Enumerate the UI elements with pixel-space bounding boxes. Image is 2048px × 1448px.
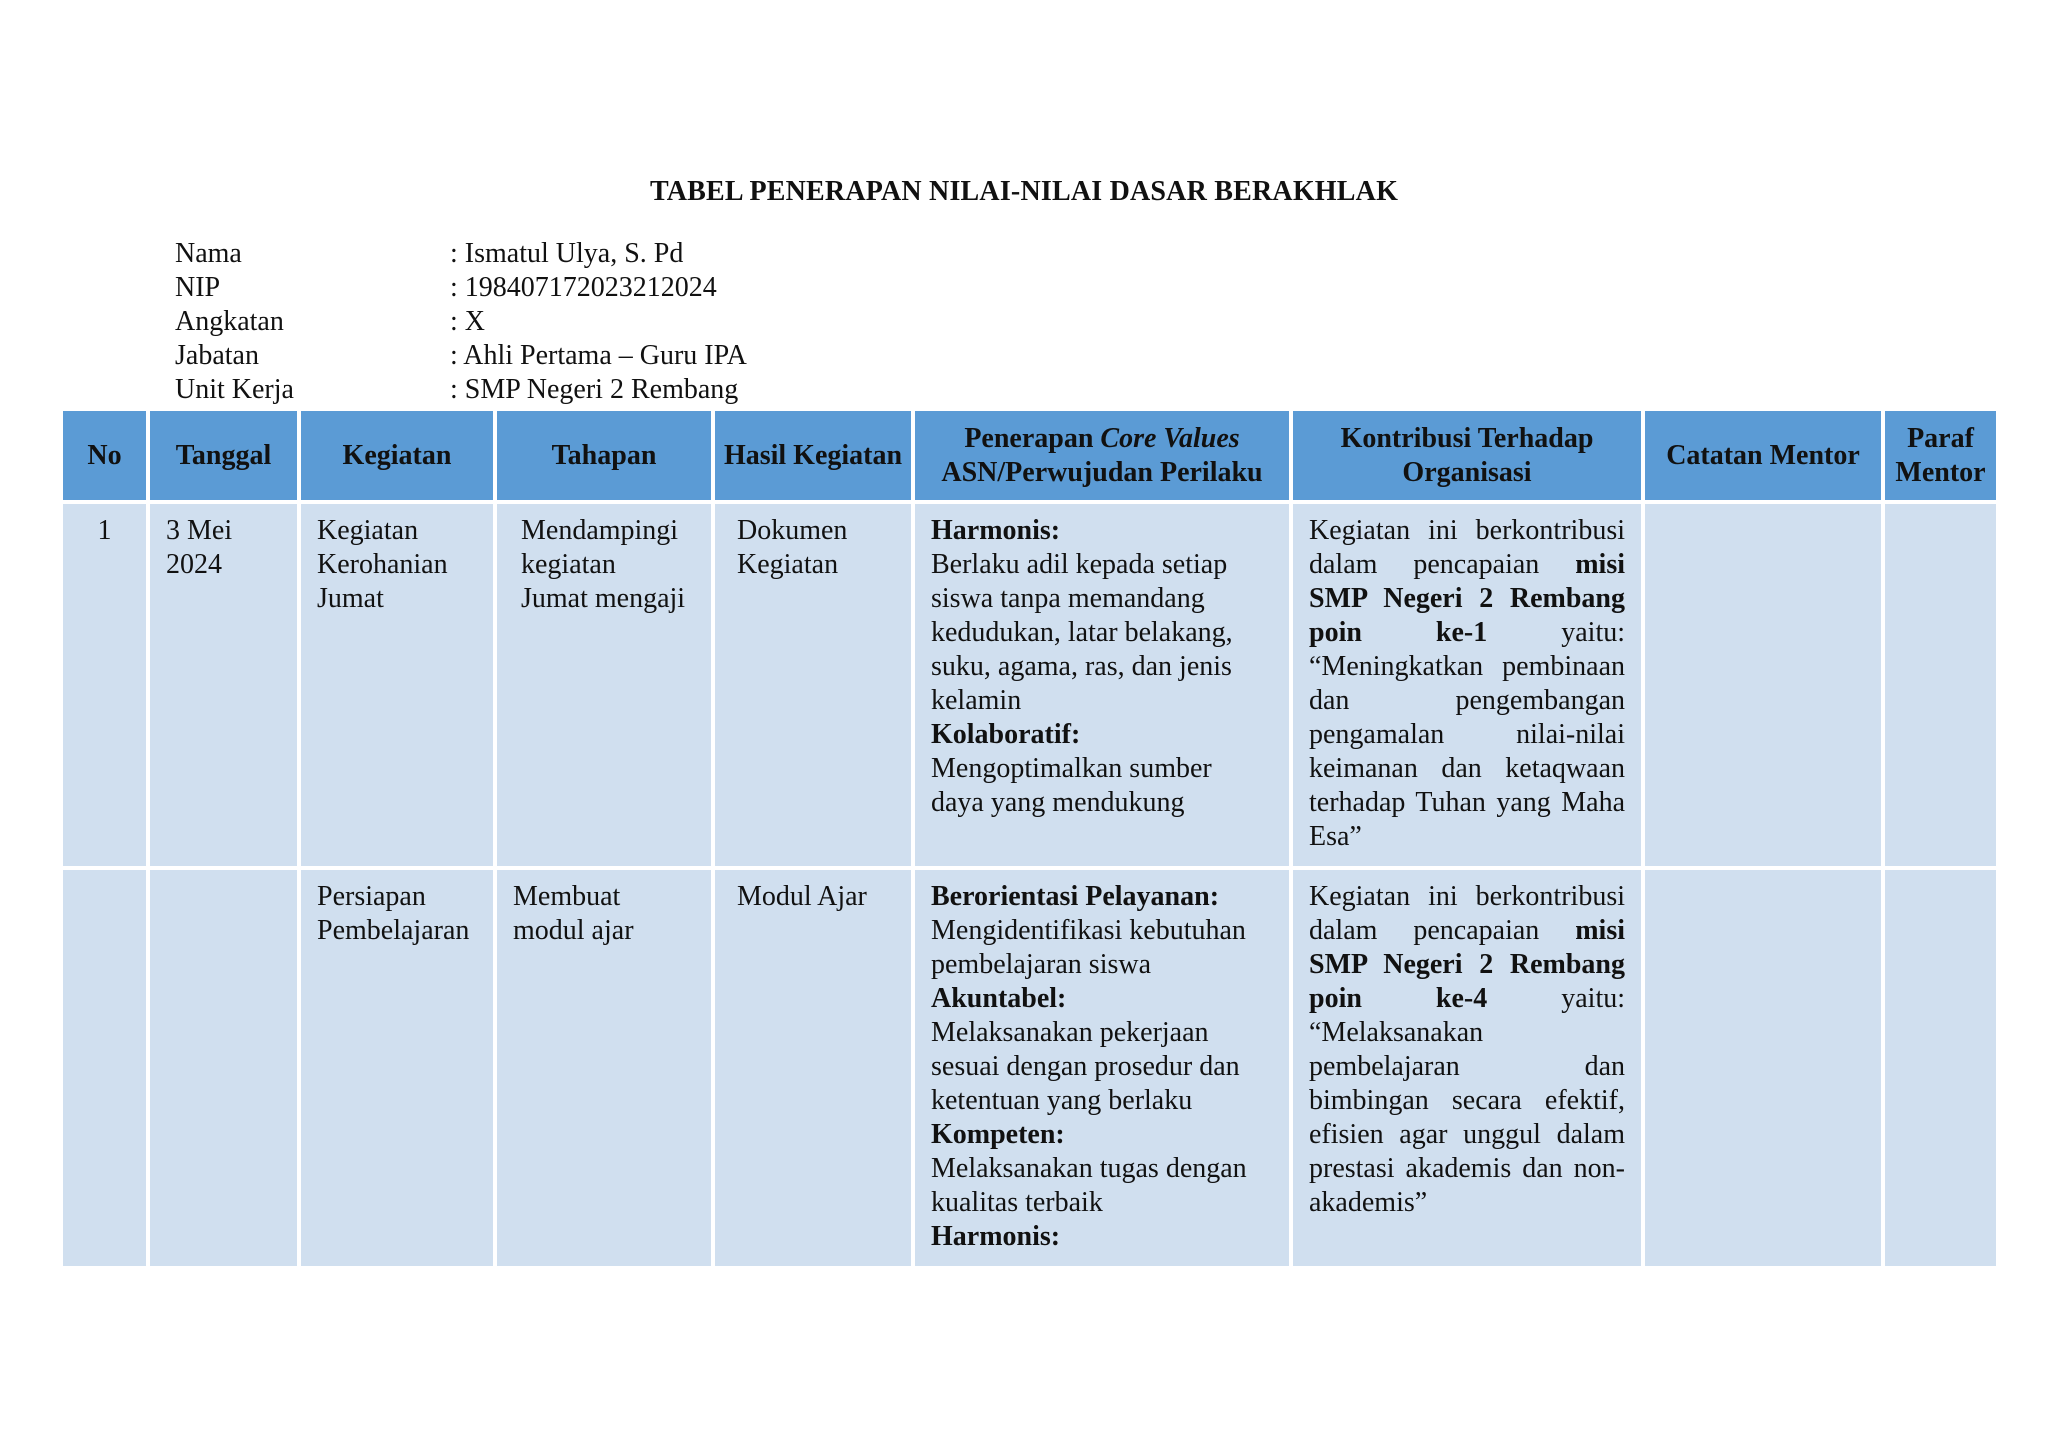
table-row	[63, 504, 1996, 866]
kontribusi-pre: Kegiatan ini berkontribusi dalam pencapaian	[1309, 515, 1625, 580]
header-kegiatan: Kegiatan	[301, 411, 493, 500]
cell-tahapan: Mendampingi kegiatan Jumat mengaji	[497, 504, 711, 866]
kontribusi-text	[1309, 880, 1625, 1220]
header-no: No	[63, 411, 146, 500]
cell-paraf-mentor	[1885, 870, 1996, 1266]
info-label: Nama	[175, 238, 242, 269]
header-penerapan-suffix: ASN/Perwujudan Perilaku	[941, 456, 1263, 488]
kontribusi-bold: misi SMP Negeri 2 Rembang poin ke-1	[1309, 549, 1625, 648]
cell-no: 1	[63, 504, 146, 866]
info-row-angkatan	[175, 305, 747, 339]
kontribusi-pre: Kegiatan ini berkontribusi dalam pencapaian	[1309, 881, 1625, 946]
value-text: Mengidentifikasi kebutuhan pembelajaran siswa	[931, 915, 1246, 980]
cell-kontribusi	[1293, 504, 1641, 866]
info-value: : Ismatul Ulya, S. Pd	[450, 238, 684, 269]
table-row	[63, 870, 1996, 1266]
value-name: Akuntabel:	[931, 983, 1067, 1014]
value-name: Kompeten:	[931, 1119, 1065, 1150]
berakhlak-table	[59, 407, 2000, 1270]
value-text: Melaksanakan pekerjaan sesuai dengan prosedur dan ketentuan yang berlaku	[931, 1017, 1240, 1116]
cell-kontribusi	[1293, 870, 1641, 1266]
header-catatan-mentor: Catatan Mentor	[1645, 411, 1881, 500]
info-row-nama	[175, 237, 747, 271]
info-value: : SMP Negeri 2 Rembang	[450, 374, 739, 405]
value-name: Kolaboratif:	[931, 719, 1081, 750]
info-label: Jabatan	[175, 340, 259, 371]
cell-catatan-mentor	[1645, 870, 1881, 1266]
header-paraf-mentor: Paraf Mentor	[1885, 411, 1996, 500]
cell-kegiatan: Persiapan Pembelajaran	[301, 870, 493, 1266]
cell-tanggal: 3 Mei 2024	[150, 504, 297, 866]
header-kontribusi: Kontribusi Terhadap Organisasi	[1293, 411, 1641, 500]
cell-hasil-kegiatan: Dokumen Kegiatan	[715, 504, 911, 866]
info-label: Unit Kerja	[175, 374, 294, 405]
header-tahapan: Tahapan	[497, 411, 711, 500]
cell-no	[63, 870, 146, 1266]
value-name: Harmonis:	[931, 515, 1061, 546]
info-value: : Ahli Pertama – Guru IPA	[450, 340, 747, 371]
cell-kegiatan: Kegiatan Kerohanian Jumat	[301, 504, 493, 866]
header-hasil-kegiatan: Hasil Kegiatan	[715, 411, 911, 500]
info-value: : X	[450, 306, 485, 337]
cell-paraf-mentor	[1885, 504, 1996, 866]
info-row-unit-kerja	[175, 373, 747, 407]
header-penerapan-prefix: Penerapan	[964, 422, 1101, 454]
cell-hasil-kegiatan: Modul Ajar	[715, 870, 911, 1266]
info-label: Angkatan	[175, 306, 284, 337]
kontribusi-bold: misi SMP Negeri 2 Rembang poin ke-4	[1309, 915, 1625, 1014]
kontribusi-post: yaitu: “Melaksanakan pembelajaran dan bimbingan secara efektif, efisien agar unggul dalam prestasi akademis dan non-akademis”	[1309, 983, 1626, 1218]
value-text: Melaksanakan tugas dengan kualitas terbaik	[931, 1153, 1247, 1218]
kontribusi-text	[1309, 514, 1625, 854]
table-header-row	[63, 411, 1996, 500]
cell-tahapan: Membuat modul ajar	[497, 870, 711, 1266]
cell-penerapan	[915, 870, 1289, 1266]
info-row-nip	[175, 271, 747, 305]
value-text: Berlaku adil kepada setiap siswa tanpa memandang kedudukan, latar belakang, suku, agama, ras, dan jenis kelamin	[931, 549, 1233, 716]
cell-catatan-mentor	[1645, 504, 1881, 866]
value-text: Mengoptimalkan sumber daya yang mendukung	[931, 753, 1212, 818]
info-row-jabatan	[175, 339, 747, 373]
cell-tanggal	[150, 870, 297, 1266]
header-penerapan-italic: Core Values	[1100, 422, 1240, 454]
value-name: Harmonis:	[931, 1221, 1061, 1252]
header-tanggal: Tanggal	[150, 411, 297, 500]
info-label: NIP	[175, 272, 221, 303]
cell-penerapan	[915, 504, 1289, 866]
value-name: Berorientasi Pelayanan:	[931, 881, 1220, 912]
info-value: : 198407172023212024	[450, 272, 717, 303]
header-penerapan	[915, 411, 1289, 500]
document-title: TABEL PENERAPAN NILAI-NILAI DASAR BERAKHLAK	[649, 176, 1399, 207]
kontribusi-post: yaitu: “Meningkatkan pembinaan dan pengembangan pengamalan nilai-nilai keimanan dan ketaqwaan terhadap Tuhan yang Maha Esa”	[1309, 617, 1626, 852]
identity-info	[175, 237, 747, 407]
